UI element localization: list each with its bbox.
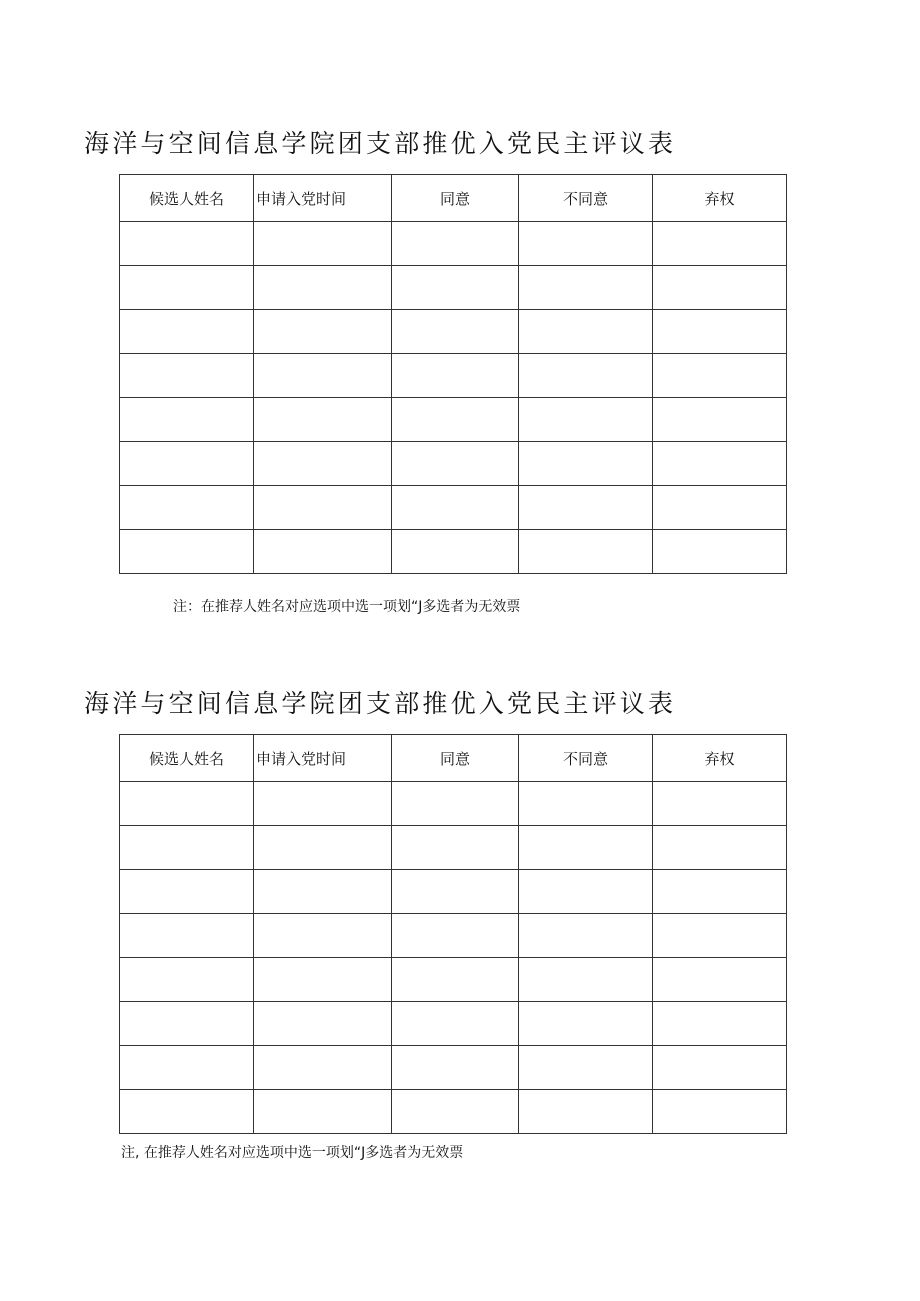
agree-cell[interactable] xyxy=(392,1002,519,1046)
candidate-name-cell[interactable] xyxy=(120,782,254,826)
agree-cell[interactable] xyxy=(392,486,519,530)
table-row xyxy=(120,222,787,266)
header-disagree: 不同意 xyxy=(519,735,653,782)
table-row xyxy=(120,310,787,354)
disagree-cell[interactable] xyxy=(519,310,653,354)
application-date-cell[interactable] xyxy=(254,486,392,530)
candidate-name-cell[interactable] xyxy=(120,826,254,870)
agree-cell[interactable] xyxy=(392,782,519,826)
header-candidate-name: 候选人姓名 xyxy=(120,175,254,222)
agree-cell[interactable] xyxy=(392,530,519,574)
application-date-cell[interactable] xyxy=(254,266,392,310)
abstain-cell[interactable] xyxy=(653,530,787,574)
disagree-cell[interactable] xyxy=(519,486,653,530)
agree-cell[interactable] xyxy=(392,310,519,354)
application-date-cell[interactable] xyxy=(254,782,392,826)
agree-cell[interactable] xyxy=(392,398,519,442)
disagree-cell[interactable] xyxy=(519,222,653,266)
candidate-name-cell[interactable] xyxy=(120,398,254,442)
candidate-name-cell[interactable] xyxy=(120,310,254,354)
candidate-name-cell[interactable] xyxy=(120,1090,254,1134)
table-row xyxy=(120,486,787,530)
candidate-name-cell[interactable] xyxy=(120,958,254,1002)
application-date-cell[interactable] xyxy=(254,1002,392,1046)
agree-cell[interactable] xyxy=(392,266,519,310)
table-note: 注, 在推荐人姓名对应选项中选一项划“J多选者为无效票 xyxy=(121,1145,464,1161)
form-title: 海洋与空间信息学院团支部推优入党民主评议表 xyxy=(84,689,677,718)
application-date-cell[interactable] xyxy=(254,914,392,958)
evaluation-table xyxy=(119,734,787,1134)
disagree-cell[interactable] xyxy=(519,870,653,914)
table-row xyxy=(120,1046,787,1090)
application-date-cell[interactable] xyxy=(254,1046,392,1090)
disagree-cell[interactable] xyxy=(519,530,653,574)
candidate-name-cell[interactable] xyxy=(120,354,254,398)
application-date-cell[interactable] xyxy=(254,1090,392,1134)
application-date-cell[interactable] xyxy=(254,310,392,354)
abstain-cell[interactable] xyxy=(653,1002,787,1046)
abstain-cell[interactable] xyxy=(653,826,787,870)
candidate-name-cell[interactable] xyxy=(120,530,254,574)
candidate-name-cell[interactable] xyxy=(120,914,254,958)
candidate-name-cell[interactable] xyxy=(120,1046,254,1090)
header-application-date: 申请入党时间 xyxy=(254,175,392,222)
agree-cell[interactable] xyxy=(392,958,519,1002)
application-date-cell[interactable] xyxy=(254,826,392,870)
table-row xyxy=(120,442,787,486)
header-abstain: 弃权 xyxy=(653,175,787,222)
disagree-cell[interactable] xyxy=(519,782,653,826)
abstain-cell[interactable] xyxy=(653,486,787,530)
disagree-cell[interactable] xyxy=(519,1002,653,1046)
abstain-cell[interactable] xyxy=(653,1046,787,1090)
table-header-row xyxy=(120,735,787,782)
abstain-cell[interactable] xyxy=(653,442,787,486)
candidate-name-cell[interactable] xyxy=(120,486,254,530)
candidate-name-cell[interactable] xyxy=(120,442,254,486)
abstain-cell[interactable] xyxy=(653,870,787,914)
abstain-cell[interactable] xyxy=(653,354,787,398)
table-row xyxy=(120,958,787,1002)
table-row xyxy=(120,530,787,574)
disagree-cell[interactable] xyxy=(519,398,653,442)
disagree-cell[interactable] xyxy=(519,958,653,1002)
agree-cell[interactable] xyxy=(392,914,519,958)
table-row xyxy=(120,1090,787,1134)
header-application-date: 申请入党时间 xyxy=(254,735,392,782)
evaluation-table xyxy=(119,174,787,574)
agree-cell[interactable] xyxy=(392,1090,519,1134)
form-title: 海洋与空间信息学院团支部推优入党民主评议表 xyxy=(84,129,677,158)
disagree-cell[interactable] xyxy=(519,1046,653,1090)
agree-cell[interactable] xyxy=(392,354,519,398)
header-disagree: 不同意 xyxy=(519,175,653,222)
abstain-cell[interactable] xyxy=(653,310,787,354)
disagree-cell[interactable] xyxy=(519,914,653,958)
agree-cell[interactable] xyxy=(392,870,519,914)
agree-cell[interactable] xyxy=(392,442,519,486)
application-date-cell[interactable] xyxy=(254,958,392,1002)
disagree-cell[interactable] xyxy=(519,826,653,870)
abstain-cell[interactable] xyxy=(653,914,787,958)
header-abstain: 弃权 xyxy=(653,735,787,782)
table-header-row xyxy=(120,175,787,222)
table-note: 注：在推荐人姓名对应选项中选一项划“J多选者为无效票 xyxy=(173,599,521,615)
table-row xyxy=(120,870,787,914)
disagree-cell[interactable] xyxy=(519,266,653,310)
disagree-cell[interactable] xyxy=(519,1090,653,1134)
table-row xyxy=(120,266,787,310)
application-date-cell[interactable] xyxy=(254,442,392,486)
agree-cell[interactable] xyxy=(392,1046,519,1090)
candidate-name-cell[interactable] xyxy=(120,222,254,266)
table-row xyxy=(120,914,787,958)
agree-cell[interactable] xyxy=(392,826,519,870)
candidate-name-cell[interactable] xyxy=(120,266,254,310)
disagree-cell[interactable] xyxy=(519,442,653,486)
abstain-cell[interactable] xyxy=(653,222,787,266)
application-date-cell[interactable] xyxy=(254,870,392,914)
agree-cell[interactable] xyxy=(392,222,519,266)
abstain-cell[interactable] xyxy=(653,1090,787,1134)
application-date-cell[interactable] xyxy=(254,398,392,442)
header-agree: 同意 xyxy=(392,735,519,782)
candidate-name-cell[interactable] xyxy=(120,1002,254,1046)
header-candidate-name: 候选人姓名 xyxy=(120,735,254,782)
table-row xyxy=(120,354,787,398)
candidate-name-cell[interactable] xyxy=(120,870,254,914)
table-row xyxy=(120,782,787,826)
header-agree: 同意 xyxy=(392,175,519,222)
table-row xyxy=(120,1002,787,1046)
application-date-cell[interactable] xyxy=(254,354,392,398)
abstain-cell[interactable] xyxy=(653,958,787,1002)
disagree-cell[interactable] xyxy=(519,354,653,398)
application-date-cell[interactable] xyxy=(254,530,392,574)
abstain-cell[interactable] xyxy=(653,398,787,442)
abstain-cell[interactable] xyxy=(653,266,787,310)
application-date-cell[interactable] xyxy=(254,222,392,266)
abstain-cell[interactable] xyxy=(653,782,787,826)
table-row xyxy=(120,398,787,442)
table-row xyxy=(120,826,787,870)
